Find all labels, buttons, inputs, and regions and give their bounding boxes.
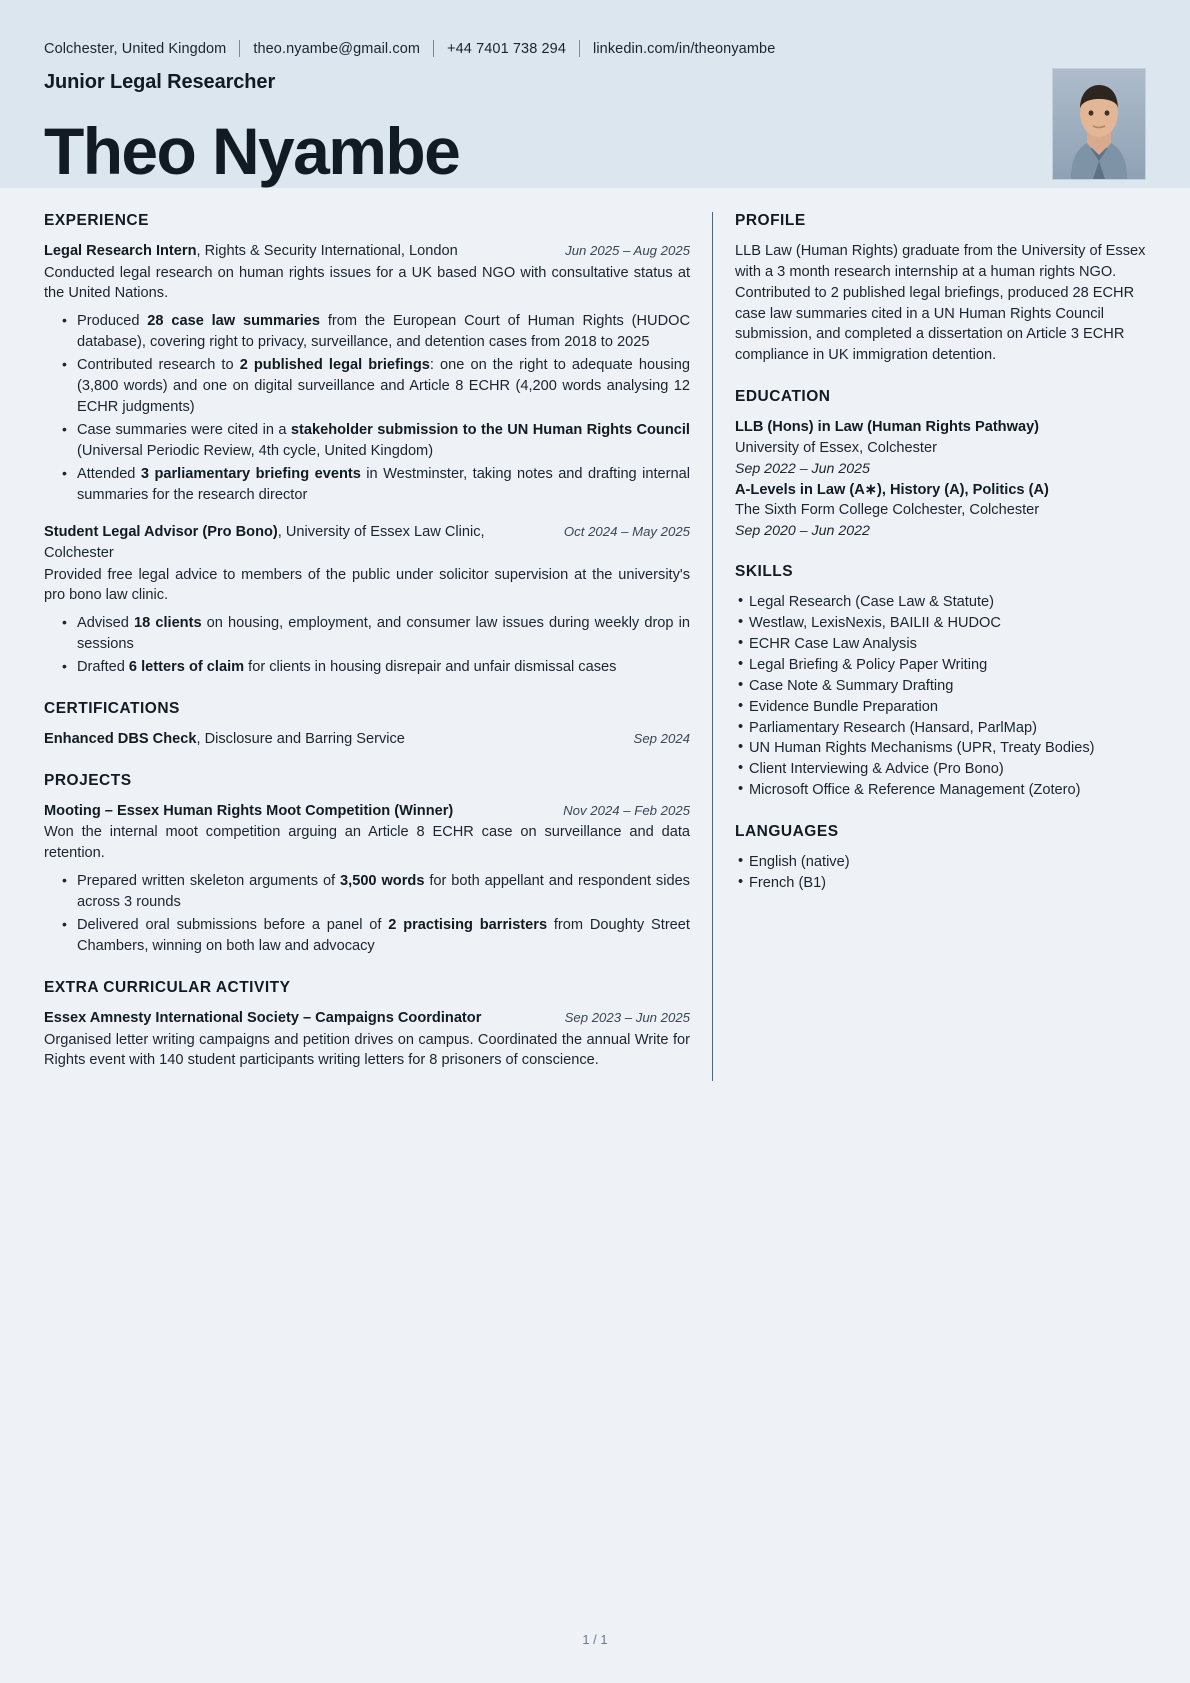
entry-title: Essex Amnesty International Society – Campaigns Coordinator	[44, 1009, 482, 1026]
skill-item: • UN Human Rights Mechanisms (UPR, Treaty Bodies)	[749, 738, 1146, 759]
section-title-education: EDUCATION	[735, 388, 831, 406]
entry-date: Jun 2025 – Aug 2025	[565, 243, 690, 258]
experience-entries	[44, 241, 690, 678]
right-column	[713, 212, 1146, 1093]
section-title-extra-curricular: EXTRA CURRICULAR ACTIVITY	[44, 978, 291, 996]
skill-item: • Westlaw, LexisNexis, BAILII & HUDOC	[749, 613, 1146, 634]
entry-bullet-list	[44, 871, 690, 957]
entry-bullet: • Contributed research to 2 published legal briefings: one on the right to adequate housing (3,800 words) and one on digital surveillance and Article 8 ECHR (4,200 words analysing 12 ECHR judgments)	[77, 355, 690, 418]
skill-item: • ECHR Case Law Analysis	[749, 634, 1146, 655]
entry-header	[44, 522, 690, 563]
job-title: Junior Legal Researcher	[44, 71, 276, 93]
extra-curricular-entries	[44, 1008, 690, 1071]
language-item: • French (B1)	[749, 873, 1146, 894]
entry-header	[44, 1008, 690, 1029]
section-experience	[44, 212, 690, 678]
education-degree: A-Levels in Law (A∗), History (A), Politics (A)	[735, 481, 1049, 498]
entry-date: Sep 2023 – Jun 2025	[564, 1009, 690, 1025]
education-date: Sep 2020 – Jun 2022	[735, 523, 870, 540]
skill-item: • Microsoft Office & Reference Management (Zotero)	[749, 780, 1146, 801]
section-profile	[735, 212, 1146, 366]
skills-list	[735, 592, 1146, 801]
section-extra-curricular	[44, 979, 690, 1071]
section-title-languages: LANGUAGES	[735, 822, 839, 840]
section-languages	[735, 823, 1146, 894]
entry-date: Oct 2024 – May 2025	[563, 524, 690, 540]
entry-description: Provided free legal advice to members of the public under solicitor supervision at the university's pro bono law clinic.	[44, 566, 690, 604]
entry-header	[44, 729, 690, 750]
profile-text: LLB Law (Human Rights) graduate from the University of Essex with a 3 month research internship at a human rights NGO. Contributed to 2 published legal briefings, produced 28 ECHR case law summaries cited in a UN Human Rights Council submission, and completed a dissertation on Article 3 ECHR compliance in UK immigration detention.	[735, 243, 1146, 364]
resume-entry	[44, 241, 690, 506]
entry-title: Student Legal Advisor (Pro Bono), University of Essex Law Clinic, Colchester	[44, 524, 485, 561]
entry-bullet: • Attended 3 parliamentary briefing events in Westminster, taking notes and drafting internal summaries for the research director	[77, 464, 690, 506]
entry-bullet: • Delivered oral submissions before a panel of 2 practising barristers from Doughty Street Chambers, winning on both law and advocacy	[77, 915, 690, 957]
entry-bullet-list	[44, 613, 690, 678]
project-entries	[44, 801, 690, 957]
section-projects	[44, 772, 690, 957]
contact-item[interactable]: theo.nyambe@gmail.com	[253, 40, 421, 57]
candidate-name: Theo Nyambe	[44, 114, 460, 188]
skill-item: • Evidence Bundle Preparation	[749, 697, 1146, 718]
entry-description: Organised letter writing campaigns and petition drives on campus. Coordinated the annual Write for Rights event with 140 student participants writing letters for 8 prisoners of conscience.	[44, 1031, 690, 1069]
education-school: The Sixth Form College Colchester, Colchester	[735, 502, 1040, 519]
resume-entry	[44, 729, 690, 750]
entry-date: Sep 2024	[633, 731, 690, 747]
skill-item: • Client Interviewing & Advice (Pro Bono)	[749, 759, 1146, 780]
entry-bullet-list	[44, 311, 690, 506]
section-title-experience: EXPERIENCE	[44, 212, 149, 229]
certification-entries	[44, 729, 690, 750]
section-certifications	[44, 700, 690, 750]
entry-description: Won the internal moot competition arguing an Article 8 ECHR case on surveillance and data retention.	[44, 824, 690, 862]
entry-date: Nov 2024 – Feb 2025	[563, 802, 690, 818]
contact-item[interactable]: Colchester, United Kingdom	[44, 40, 227, 57]
entry-bullet: • Drafted 6 letters of claim for clients in housing disrepair and unfair dismissal cases	[77, 657, 690, 678]
education-school: University of Essex, Colchester	[735, 439, 937, 456]
skill-item: • Parliamentary Research (Hansard, ParlMap)	[749, 718, 1146, 739]
education-item	[735, 480, 1146, 542]
entry-header	[44, 801, 690, 822]
section-skills	[735, 563, 1146, 801]
profile-photo-image	[1053, 69, 1145, 179]
education-degree: LLB (Hons) in Law (Human Rights Pathway)	[735, 419, 1040, 436]
education-items	[735, 417, 1146, 541]
skill-item: • Legal Briefing & Policy Paper Writing	[749, 655, 1146, 676]
education-item	[735, 417, 1146, 479]
entry-title: Enhanced DBS Check, Disclosure and Barring Service	[44, 731, 405, 748]
contact-line	[44, 40, 1146, 57]
left-column	[44, 212, 712, 1093]
entry-bullet: • Case summaries were cited in a stakeholder submission to the UN Human Rights Council (Universal Periodic Review, 4th cycle, United Kingdom)	[77, 420, 690, 462]
resume-entry	[44, 522, 690, 678]
education-date: Sep 2022 – Jun 2025	[735, 460, 870, 477]
languages-list	[735, 852, 1146, 894]
entry-title: Mooting – Essex Human Rights Moot Competition (Winner)	[44, 802, 454, 819]
entry-header	[44, 241, 690, 262]
resume-header	[0, 0, 1190, 188]
section-title-certifications: CERTIFICATIONS	[44, 700, 180, 718]
page-indicator: 1 / 1	[582, 1632, 608, 1647]
entry-bullet: • Produced 28 case law summaries from the European Court of Human Rights (HUDOC database), covering right to privacy, surveillance, and detention cases from 2018 to 2025	[77, 311, 690, 353]
section-education	[735, 388, 1146, 541]
entry-title: Legal Research Intern, Rights & Security International, London	[44, 243, 458, 259]
entry-bullet: • Prepared written skeleton arguments of 3,500 words for both appellant and respondent sides across 3 rounds	[77, 871, 690, 913]
entry-description: Conducted legal research on human rights issues for a UK based NGO with consultative status at the United Nations.	[44, 264, 690, 302]
profile-photo	[1052, 68, 1146, 180]
section-title-profile: PROFILE	[735, 212, 806, 229]
skill-item: • Case Note & Summary Drafting	[749, 676, 1146, 697]
section-title-skills: SKILLS	[735, 563, 794, 581]
resume-entry	[44, 801, 690, 957]
entry-bullet: • Advised 18 clients on housing, employment, and consumer law issues during weekly drop in sessions	[77, 613, 690, 655]
language-item: • English (native)	[749, 852, 1146, 873]
contact-item[interactable]: +44 7401 738 294	[447, 40, 567, 57]
contact-item[interactable]: linkedin.com/in/theonyambe	[593, 40, 776, 57]
skill-item: • Legal Research (Case Law & Statute)	[749, 592, 1146, 613]
resume-entry	[44, 1008, 690, 1071]
resume-body	[0, 188, 1190, 1093]
section-title-projects: PROJECTS	[44, 771, 132, 789]
